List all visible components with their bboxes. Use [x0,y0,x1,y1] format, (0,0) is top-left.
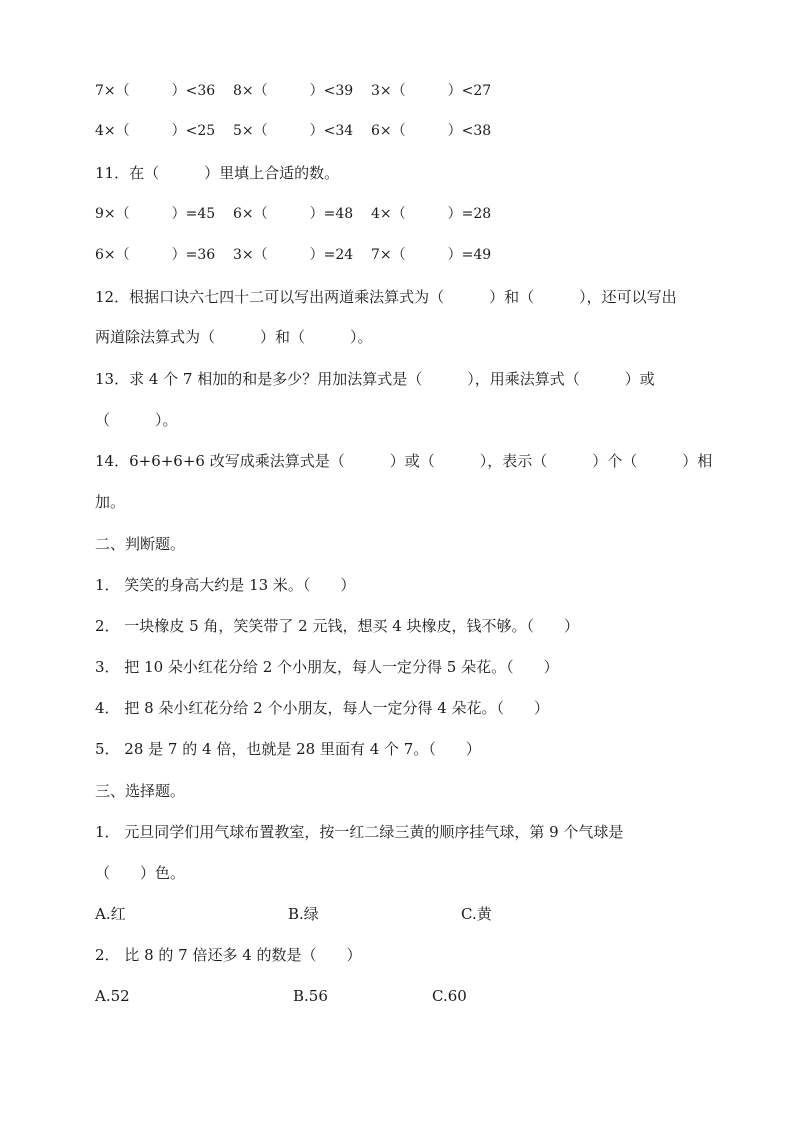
equation-6a: 6×（ ）=48 [233,206,354,222]
judgement-1: 1． 笑笑的身高大约是 13 米。（ ） [95,576,356,594]
choice-1-option-a: A.红 [95,905,126,923]
choice-1-line2: （ ）色。 [95,864,186,882]
section-judgement-heading: 二、判断题。 [95,535,186,553]
question-12-line2: 两道除法算式为（ ）和（ ）。 [95,328,373,346]
equation-7: 7×（ ）=49 [371,247,492,263]
choice-2: 2． 比 8 的 7 倍还多 4 的数是（ ） [95,946,362,964]
judgement-4: 4． 把 8 朵小红花分给 2 个小朋友，每人一定分得 4 朵花。（ ） [95,699,550,717]
inequality-5: 5×（ ）<34 [233,123,354,139]
equation-9: 9×（ ）=45 [95,206,216,222]
choice-2-option-b: B.56 [293,987,328,1005]
judgement-5: 5． 28 是 7 的 4 倍，也就是 28 里面有 4 个 7。（ ） [95,740,481,758]
inequality-4: 4×（ ）<25 [95,123,216,139]
judgement-2: 2． 一块橡皮 5 角，笑笑带了 2 元钱，想买 4 块橡皮，钱不够。（ ） [95,617,580,635]
choice-2-option-c: C.60 [432,987,467,1005]
equation-6b: 6×（ ）=36 [95,247,216,263]
choice-1-line1: 1． 元旦同学们用气球布置教室，按一红二绿三黄的顺序挂气球，第 9 个气球是 [95,823,624,841]
question-13-line2: （ ）。 [95,411,178,429]
equation-4: 4×（ ）=28 [371,206,492,222]
question-14-line2: 加。 [95,493,126,511]
question-12-line1: 12．根据口诀六七四十二可以写出两道乘法算式为（ ）和（ ），还可以写出 [95,288,677,306]
question-11: 11．在（ ）里填上合适的数。 [95,164,340,182]
inequality-7: 7×（ ）<36 [95,83,216,99]
choice-2-option-a: A.52 [95,987,130,1005]
inequality-6: 6×（ ）<38 [371,123,492,139]
judgement-3: 3． 把 10 朵小红花分给 2 个小朋友，每人一定分得 5 朵花。（ ） [95,658,559,676]
section-choice-heading: 三、选择题。 [95,782,186,800]
inequality-3: 3×（ ）<27 [371,83,492,99]
inequality-8: 8×（ ）<39 [233,83,354,99]
question-14-line1: 14．6+6+6+6 改写成乘法算式是（ ）或（ ），表示（ ）个（ ）相 [95,452,713,470]
choice-1-option-b: B.绿 [288,905,319,923]
question-13-line1: 13．求 4 个 7 相加的和是多少？用加法算式是（ ），用乘法算式（ ）或 [95,370,655,388]
equation-3: 3×（ ）=24 [233,247,354,263]
choice-1-option-c: C.黄 [461,905,492,923]
